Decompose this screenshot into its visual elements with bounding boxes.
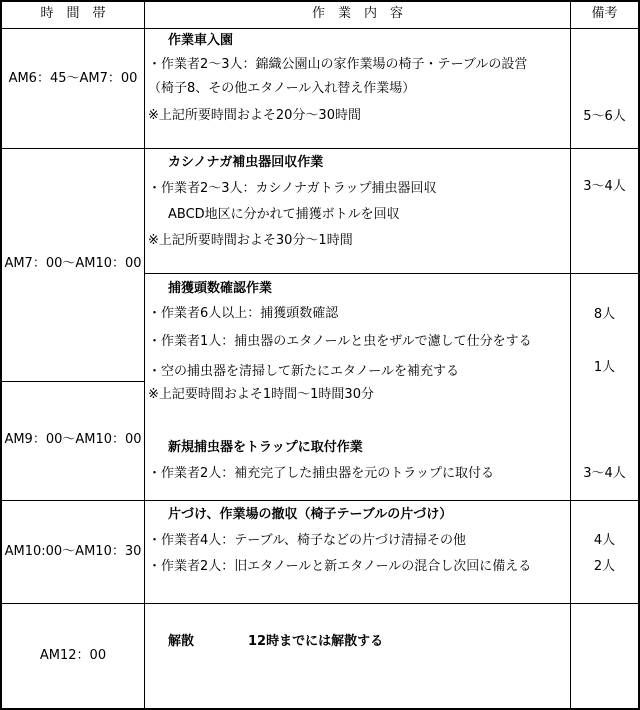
- header-time: 時 間 帯: [40, 6, 106, 21]
- row-divider-3: [0, 381, 145, 382]
- row-6-time: AM12：00: [39, 648, 107, 663]
- header-note: 備考: [591, 6, 618, 21]
- row-3-note-1: 8人: [593, 307, 616, 322]
- row-4-line-1: ・作業者2人：補充完了した捕虫器を元のトラップに取付る: [148, 466, 495, 481]
- row-4-title: 新規捕虫器をトラップに取付作業: [168, 440, 363, 455]
- row-divider-5: [0, 603, 640, 604]
- row-divider-4: [0, 500, 640, 501]
- row-1-line-1: ・作業者2～3人：錦織公園山の家作業場の椅子・テーブルの設営: [148, 57, 528, 72]
- row-2-line-2: ABCD地区に分かれて捕獲ボトルを回収: [168, 207, 400, 222]
- row-divider-2: [144, 273, 640, 274]
- row-4-time: AM9：00～AM10：00: [4, 432, 142, 447]
- row-3-line-3: ・空の捕虫器を清掃して新たにエタノールを補充する: [148, 364, 459, 379]
- row-6-line-1: 12時までには解散する: [248, 634, 384, 649]
- row-2-title: カシノナガ補虫器回収作業: [168, 155, 324, 170]
- row-5-line-1: ・作業者4人：テーブル、椅子などの片づけ清掃その他: [148, 533, 467, 548]
- row-5-line-2: ・作業者2人：旧エタノールと新エタノールの混合し次回に備える: [148, 559, 532, 574]
- table-border-top: [0, 0, 640, 2]
- row-1-line-2: （椅子8、その他エタノール入れ替え作業場）: [148, 81, 416, 96]
- row-1-time: AM6：45～AM7：00: [8, 71, 138, 86]
- row-1-line-3: ※上記所要時間およそ20分～30時間: [148, 108, 361, 123]
- row-6-title: 解散: [168, 634, 195, 649]
- row-5-time: AM10:00～AM10：30: [4, 544, 142, 559]
- row-4-note-1: 3～4人: [583, 466, 626, 481]
- row-divider-1: [0, 148, 640, 149]
- row-1-title: 作業車入園: [168, 33, 234, 48]
- row-3-title: 捕獲頭数確認作業: [168, 281, 273, 296]
- row-3-line-2: ・作業者1人：捕虫器のエタノールと虫をザルで濾して仕分をする: [148, 334, 532, 349]
- row-2-time: AM7：00～AM10：00: [4, 256, 142, 271]
- row-5-note-2: 2人: [593, 559, 616, 574]
- row-divider-header: [0, 28, 640, 29]
- header-work: 作 業 内 容: [311, 6, 403, 21]
- row-3-line-1: ・作業者6人以上：捕獲頭数確認: [148, 306, 339, 321]
- row-2-line-3: ※上記所要時間およそ30分～1時間: [148, 233, 353, 248]
- row-2-line-1: ・作業者2～3人：カシノナガトラップ捕虫器回収: [148, 181, 437, 196]
- row-3-line-4: ※上記要時間およそ1時間～1時間30分: [148, 387, 374, 402]
- row-3-note-2: 1人: [593, 360, 616, 375]
- row-5-note-1: 4人: [593, 533, 616, 548]
- row-1-note-1: 5～6人: [583, 109, 626, 124]
- row-2-note-1: 3～4人: [583, 179, 626, 194]
- row-5-title: 片づけ、作業場の撤収（椅子テーブルの片づけ）: [168, 507, 453, 522]
